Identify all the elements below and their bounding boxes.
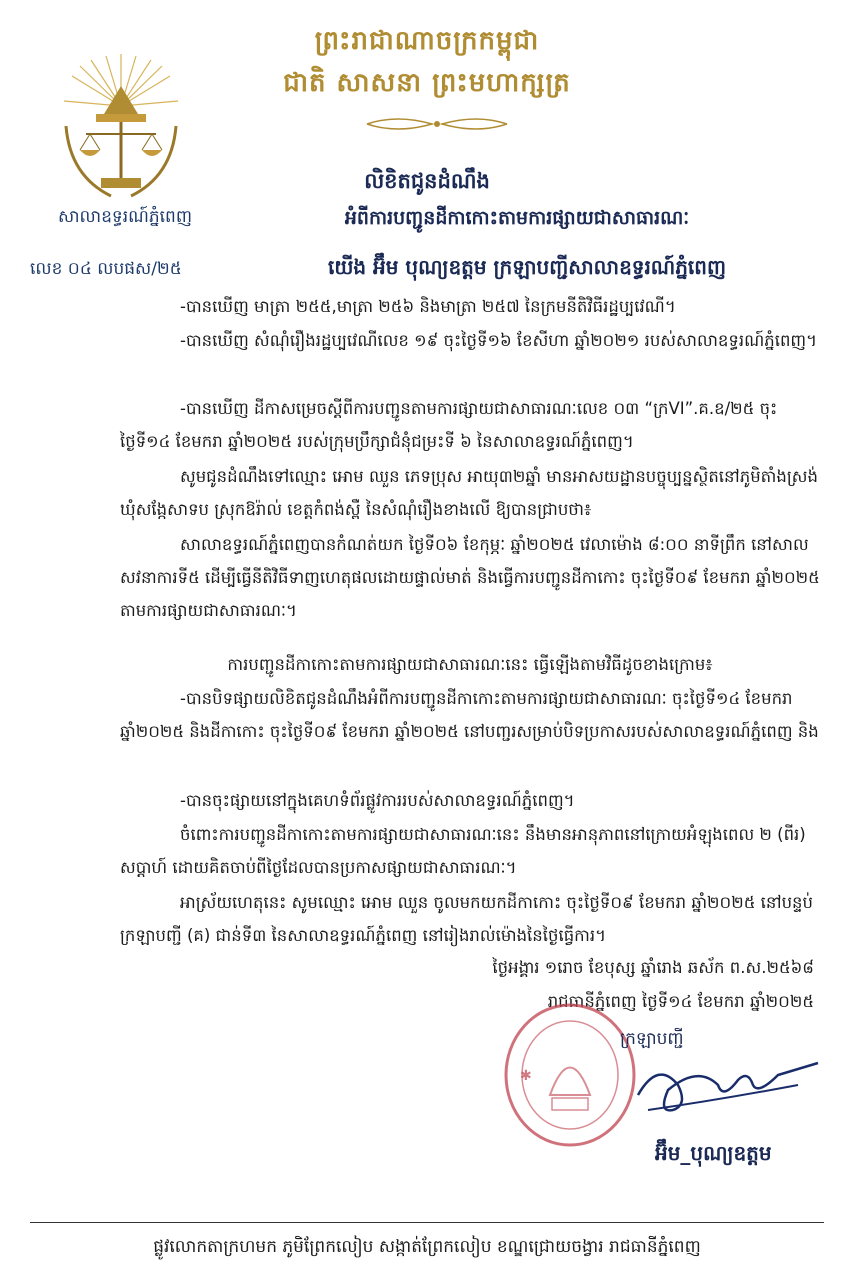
document-title: លិខិតជូនដំណឹង [364, 169, 490, 193]
kingdom-heading: ព្រះរាជាណាចក្រកម្ពុជា [314, 26, 540, 56]
ornament-divider-icon [357, 114, 517, 134]
footer-divider [30, 1222, 824, 1223]
footer-address: ផ្លូវលោកតាក្រហមក ភូមិព្រែកលៀប សង្កាត់ព្រែកលៀប ខណ្ឌជ្រោយចង្វារ រាជធានីភ្នំពេញ [153, 1237, 701, 1257]
paragraph: ចំពោះការបញ្ជូនដីកាកោះតាមការផ្សាយជាសាធារណៈនេះ នឹងមានអានុភាពនៅក្រោយអំឡុងពេល ២ (ពីរ) សប្តាហ៍ ដោយគិតចាប់ពីថ្ងៃដែលបានប្រកាសផ្សាយជាសាធារណៈ។ [120, 825, 806, 877]
svg-text:✱: ✱ [520, 1068, 532, 1084]
document-subject: អំពីការបញ្ជូនដីកាកោះតាមការផ្សាយជាសាធារណៈ [344, 207, 690, 229]
paragraph: -បានឃើញ ដីកាសម្រេចស្តីពីការបញ្ជូនតាមការផ្សាយជាសាធារណៈលេខ ០៣ “ក្រVI”.គ.ឧ/២៥ ចុះថ្ងៃទី១៤ ខែមករា ឆ្នាំ២០២៥ របស់ក្រុមប្រឹក្សាជំនុំជម្រះទី ៦ នៃសាលាឧទ្ធរណ៍ភ្នំពេញ។ [120, 399, 778, 451]
court-name: សាលាឧទ្ធរណ៍ភ្នំពេញ [57, 207, 193, 227]
paragraph: សូមជូនដំណឹងទៅឈ្មោះ អោម ឈួន ភេទប្រុស អាយុ៣២ឆ្នាំ មានអាសយដ្ឋានបច្ចុប្បន្នស្ថិតនៅភូមិតាំងស្រង់ ឃុំសង្កែសាទប ស្រុកឱរ៉ាល់ ខេត្តកំពង់ស្ពឺ នៃសំណុំរឿងខាងលើ ឱ្យបានជ្រាបថា៖ [120, 467, 818, 519]
lunar-date: ថ្ងៃអង្គារ ១រោច ខែបុស្ស ឆ្នាំរោង ឆស័ក ព.ស.២៥៦៨ [492, 958, 814, 977]
signatory-name: អ៊ឹម_បុណ្យឧត្តម [655, 1141, 772, 1165]
paragraph: -បានឃើញ មាត្រា ២៥៥,មាត្រា ២៥៦ និងមាត្រា ២៥៧ នៃក្រមនីតិវិធីរដ្ឋប្បវេណី។ [180, 297, 676, 316]
handwritten-signature-icon [628, 1055, 828, 1125]
issuer-statement: យើង អ៊ឹម បុណ្យឧត្តម ក្រឡាបញ្ជីសាលាឧទ្ធរណ៍ភ្នំពេញ [327, 255, 727, 279]
paragraph: ការបញ្ជូនដីកាកោះតាមការផ្សាយជាសាធារណៈនេះ ធ្វើឡើងតាមវិធីដូចខាងក្រោម៖ [227, 655, 713, 674]
paragraph: អាស្រ័យហេតុនេះ សូមឈ្មោះ អោម ឈួន ចូលមកយកដីកាកោះ ចុះថ្ងៃទី០៩ ខែមករា ឆ្នាំ២០២៥ នៅបន្ទប់ក្រឡាបញ្ជី (គ) ជាន់ទី៣ នៃសាលាឧទ្ធរណ៍ភ្នំពេញ នៅរៀងរាល់ម៉ោងនៃថ្ងៃធ្វើការ។ [120, 893, 813, 945]
signatory-title: ក្រឡាបញ្ជី [620, 1029, 684, 1049]
reference-number: លេខ ០៤ លបផស/២៥ [30, 259, 182, 279]
national-motto: ជាតិ សាសនា ព្រះមហាក្សត្រ [283, 68, 571, 98]
solar-date: រាជធានីភ្នំពេញ ថ្ងៃទី១៤ ខែមករា ឆ្នាំ២០២៥ [547, 992, 814, 1011]
paragraph: -បានបិទផ្សាយលិខិតជូនដំណឹងអំពីការបញ្ជូនដីកាកោះតាមការផ្សាយជាសាធារណៈ ចុះថ្ងៃទី១៤ ខែមករា ឆ្នាំ២០២៥ និងដីកាកោះ ចុះថ្ងៃទី០៩ ខែមករា ឆ្នាំ២០២៥ នៅបញ្ជរសម្រាប់បិទប្រកាសរបស់សាលាឧទ្ធរណ៍ភ្នំពេញ និង [120, 689, 819, 741]
paragraph: សាលាឧទ្ធរណ៍ភ្នំពេញបានកំណត់យក ថ្ងៃទី០៦ ខែកុម្ភៈ ឆ្នាំ២០២៥ វេលាម៉ោង ៨:០០ នាទីព្រឹក នៅសាលសវនាការទី៥ ដើម្បីធ្វើនីតិវិធីទាញហេតុផលដោយផ្ទាល់មាត់ និងធ្វើការបញ្ជូនដីកាកោះ ចុះថ្ងៃទី០៩ ខែមករា ឆ្នាំ២០២៥ តាមការផ្សាយជាសាធារណៈ។ [120, 535, 820, 620]
paragraph: -បានឃើញ សំណុំរឿងរដ្ឋប្បវេណីលេខ ១៩ ចុះថ្ងៃទី១៦ ខែសីហា ឆ្នាំ២០២១ របស់សាលាឧទ្ធរណ៍ភ្នំពេញ។ [180, 331, 817, 350]
official-seal-icon [500, 1000, 640, 1150]
paragraph: -បានចុះផ្សាយនៅក្នុងគេហទំព័រផ្លូវការរបស់សាលាឧទ្ធរណ៍ភ្នំពេញ។ [180, 791, 575, 810]
